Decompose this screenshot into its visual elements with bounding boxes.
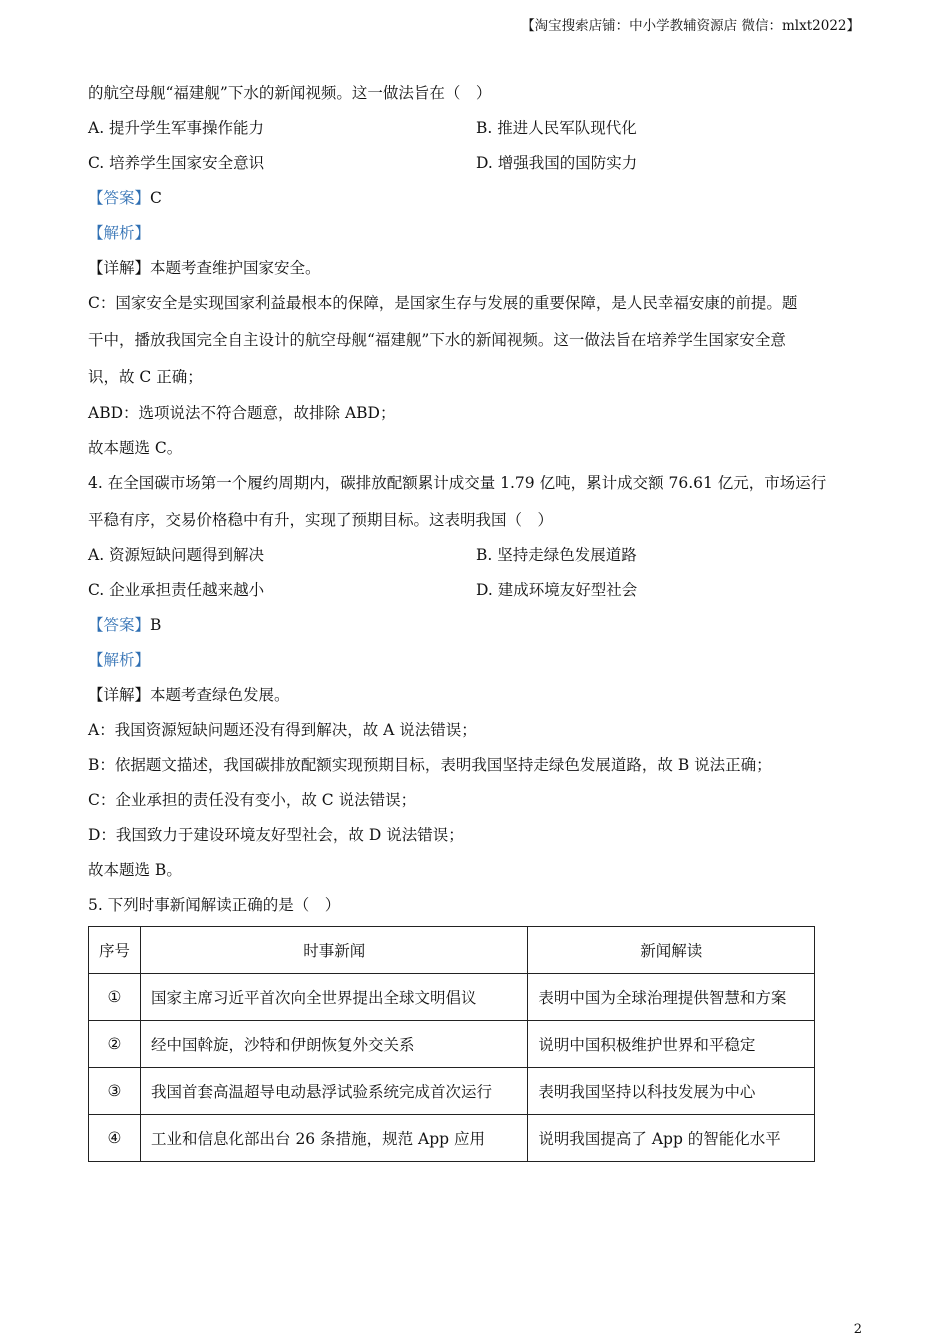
q3-conclusion: 故本题选 C。 — [88, 439, 183, 457]
column-header: 序号 — [89, 927, 141, 974]
q4-stem-line: 4. 在全国碳市场第一个履约周期内，碳排放配额累计成交量 1.79 亿吨，累计成交额 76.61 亿元，市场运行 — [88, 474, 827, 492]
row-number: ② — [89, 1021, 141, 1068]
page-number: 2 — [853, 1322, 862, 1337]
table-row — [89, 1021, 815, 1068]
q3-explain-line: C：国家安全是实现国家利益最根本的保障，是国家生存与发展的重要保障，是人民幸福安康的前提。题 — [88, 294, 798, 312]
interpretation-cell: 说明我国提高了 App 的智能化水平 — [528, 1115, 815, 1162]
q4-answer — [88, 613, 161, 635]
news-cell: 工业和信息化部出台 26 条措施，规范 App 应用 — [141, 1115, 528, 1162]
q3-answer — [88, 186, 162, 208]
q3-analysis-tag: 【解析】 — [88, 224, 151, 242]
news-cell: 我国首套高温超导电动悬浮试验系统完成首次运行 — [141, 1068, 528, 1115]
q3-detail: 【详解】本题考查维护国家安全。 — [88, 259, 321, 277]
column-header: 时事新闻 — [141, 927, 528, 974]
q3-option-a: A. 提升学生军事操作能力 — [88, 119, 265, 137]
q3-explain-line: ABD：选项说法不符合题意，故排除 ABD； — [88, 404, 396, 422]
q4-option-d: D. 建成环境友好型社会 — [476, 581, 638, 599]
news-cell: 国家主席习近平首次向全世界提出全球文明倡议 — [141, 974, 528, 1021]
q4-detail: 【详解】本题考查绿色发展。 — [88, 686, 290, 704]
column-header: 新闻解读 — [528, 927, 815, 974]
q3-option-c: C. 培养学生国家安全意识 — [88, 154, 265, 172]
q4-explain-line: C：企业承担的责任没有变小，故 C 说法错误； — [88, 791, 417, 809]
q4-explain-line: D：我国致力于建设环境友好型社会，故 D 说法错误； — [88, 826, 464, 844]
interpretation-cell: 说明中国积极维护世界和平稳定 — [528, 1021, 815, 1068]
news-cell: 经中国斡旋，沙特和伊朗恢复外交关系 — [141, 1021, 528, 1068]
q4-option-a: A. 资源短缺问题得到解决 — [88, 546, 265, 564]
q4-explain-line: A：我国资源短缺问题还没有得到解决，故 A 说法错误； — [88, 721, 477, 739]
q3-option-b: B. 推进人民军队现代化 — [476, 119, 637, 137]
page-header: 【淘宝搜索店铺：中小学教辅资源店 微信：mlxt2022】 — [521, 18, 860, 34]
answer-tag: 【答案】 — [88, 616, 151, 634]
table-header-row — [89, 927, 815, 974]
answer-value: C — [150, 189, 162, 207]
q4-stem-line: 平稳有序，交易价格稳中有升，实现了预期目标。这表明我国（ ） — [88, 511, 554, 529]
table-row — [89, 1068, 815, 1115]
news-table — [88, 926, 815, 1162]
q3-explain-line: 干中，播放我国完全自主设计的航空母舰“福建舰”下水的新闻视频。这一做法旨在培养学生国家安全意 — [88, 331, 786, 349]
row-number: ④ — [89, 1115, 141, 1162]
interpretation-cell: 表明中国为全球治理提供智慧和方案 — [528, 974, 815, 1021]
q4-option-c: C. 企业承担责任越来越小 — [88, 581, 265, 599]
row-number: ① — [89, 974, 141, 1021]
table-row — [89, 1115, 815, 1162]
answer-value: B — [150, 616, 162, 634]
q3-explain-line: 识，故 C 正确； — [88, 368, 203, 386]
q4-conclusion: 故本题选 B。 — [88, 861, 182, 879]
table-row — [89, 974, 815, 1021]
q4-explain-line: B：依据题文描述，我国碳排放配额实现预期目标，表明我国坚持走绿色发展道路，故 B 说法正确； — [88, 756, 772, 774]
row-number: ③ — [89, 1068, 141, 1115]
answer-tag: 【答案】 — [88, 189, 151, 207]
q5-stem: 5. 下列时事新闻解读正确的是（ ） — [88, 896, 341, 914]
q3-option-d: D. 增强我国的国防实力 — [476, 154, 638, 172]
q4-option-b: B. 坚持走绿色发展道路 — [476, 546, 637, 564]
interpretation-cell: 表明我国坚持以科技发展为中心 — [528, 1068, 815, 1115]
q3-stem-tail: 的航空母舰“福建舰”下水的新闻视频。这一做法旨在（ ） — [88, 84, 492, 102]
q4-analysis-tag: 【解析】 — [88, 651, 151, 669]
